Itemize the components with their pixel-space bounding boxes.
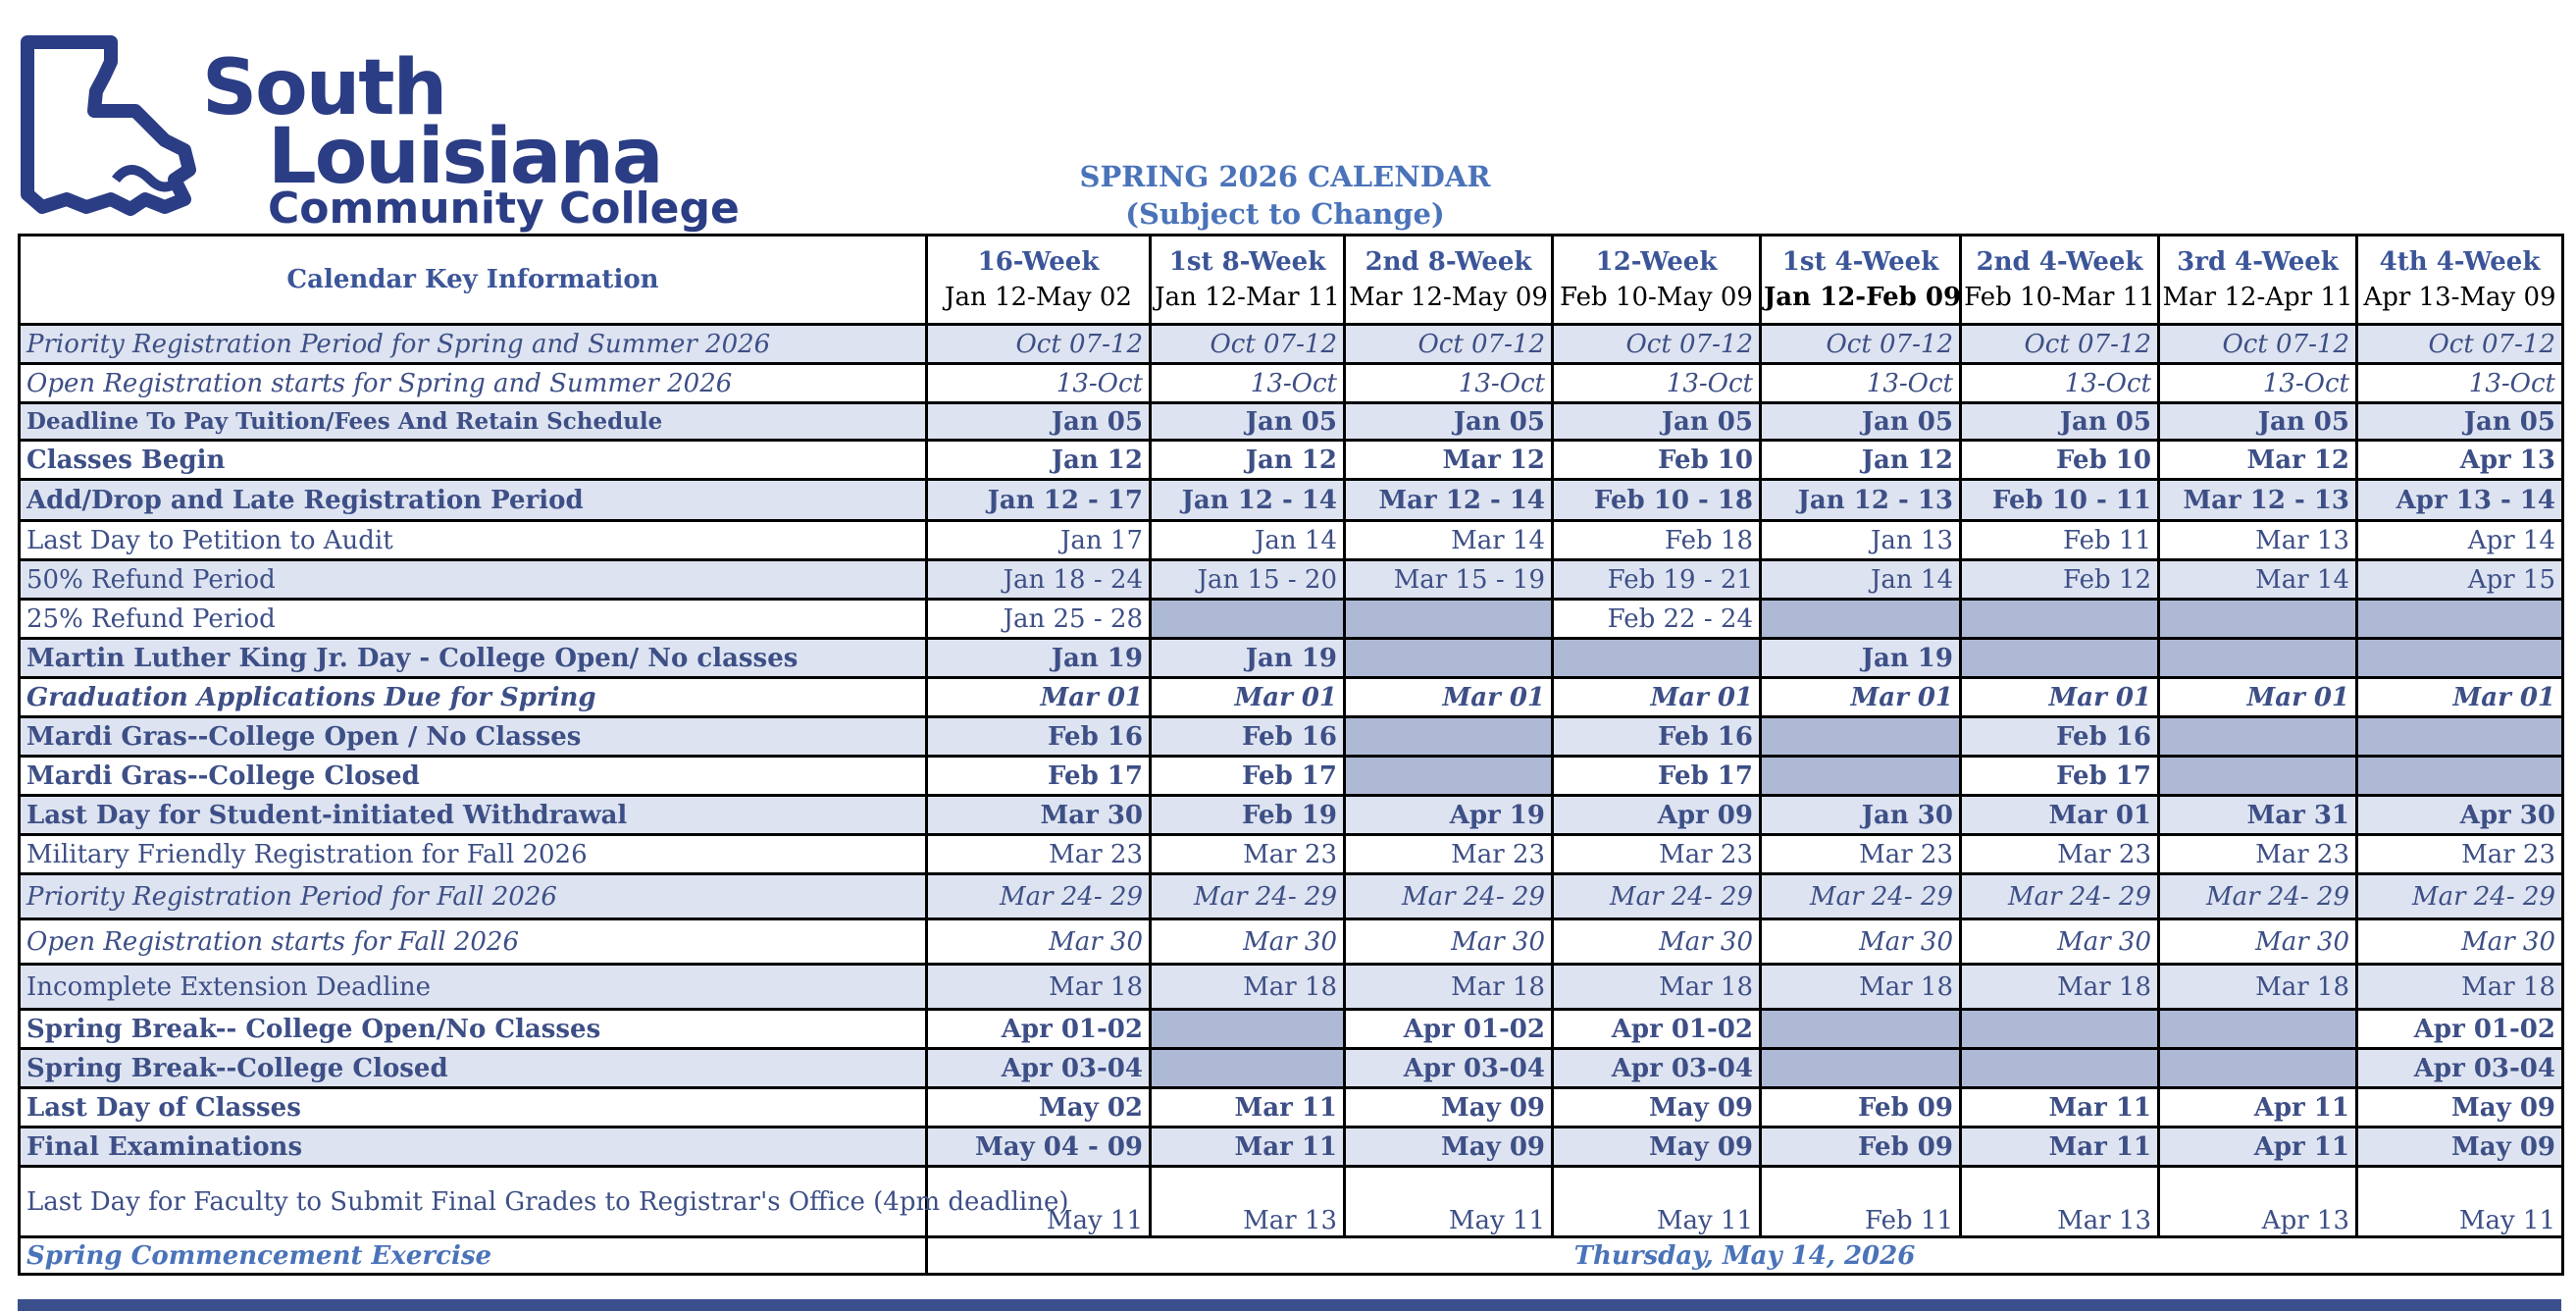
table-row xyxy=(20,919,2563,965)
table-row xyxy=(20,325,2563,364)
row-value: Apr 11 xyxy=(2159,1127,2357,1167)
row-value: Mar 23 xyxy=(1151,835,1345,874)
empty-cell xyxy=(1151,1010,1345,1049)
row-value: May 11 xyxy=(1345,1167,1553,1237)
row-value: Apr 15 xyxy=(2357,560,2563,600)
row-label: Add/Drop and Late Registration Period xyxy=(20,480,927,521)
row-label: Last Day to Petition to Audit xyxy=(20,521,927,560)
row-label: Last Day for Faculty to Submit Final Grades to Registrar's Office (4pm deadline) xyxy=(20,1167,927,1237)
row-value: Mar 18 xyxy=(1761,965,1961,1010)
row-value: Mar 01 xyxy=(1961,678,2159,717)
table-row xyxy=(20,1049,2563,1088)
row-value: Apr 19 xyxy=(1345,796,1553,835)
row-value: Oct 07-12 xyxy=(1151,325,1345,364)
row-value: Feb 10 - 18 xyxy=(1553,480,1761,521)
col-name: 2nd 4-Week xyxy=(1976,247,2143,277)
row-value: Feb 17 xyxy=(927,757,1151,796)
row-value: May 09 xyxy=(2357,1127,2563,1167)
row-value: 13-Oct xyxy=(1961,364,2159,403)
row-label: 25% Refund Period xyxy=(20,600,927,639)
col-header xyxy=(1151,236,1345,325)
row-value: Mar 18 xyxy=(1151,965,1345,1010)
row-value: Apr 03-04 xyxy=(1345,1049,1553,1088)
logo-line-3: Community College xyxy=(268,184,740,234)
row-value: Mar 01 xyxy=(927,678,1151,717)
row-value: Mar 23 xyxy=(1553,835,1761,874)
empty-cell xyxy=(2159,639,2357,678)
empty-cell xyxy=(1961,639,2159,678)
logo-line-1: South xyxy=(202,44,446,132)
row-label: Last Day of Classes xyxy=(20,1088,927,1127)
row-value: Feb 12 xyxy=(1961,560,2159,600)
col-dates: Jan 12-May 02 xyxy=(945,283,1132,312)
row-value: Feb 10 xyxy=(1961,441,2159,480)
row-value: Mar 23 xyxy=(1345,835,1553,874)
row-value: Oct 07-12 xyxy=(927,325,1151,364)
row-value: May 11 xyxy=(1553,1167,1761,1237)
col-name: 3rd 4-Week xyxy=(2177,247,2339,277)
row-value: Oct 07-12 xyxy=(2357,325,2563,364)
header-row xyxy=(20,236,2563,325)
row-value: Apr 03-04 xyxy=(927,1049,1151,1088)
row-value: Mar 11 xyxy=(1961,1088,2159,1127)
row-value: Mar 24- 29 xyxy=(1761,874,1961,919)
empty-cell xyxy=(1345,600,1553,639)
row-value: Jan 19 xyxy=(1151,639,1345,678)
empty-cell xyxy=(1961,1010,2159,1049)
key-header: Calendar Key Information xyxy=(20,236,927,325)
row-value: Apr 13 - 14 xyxy=(2357,480,2563,521)
row-value: Mar 30 xyxy=(2159,919,2357,965)
row-value: Mar 01 xyxy=(1761,678,1961,717)
empty-cell xyxy=(2357,600,2563,639)
row-value: Mar 18 xyxy=(2357,965,2563,1010)
row-label: Incomplete Extension Deadline xyxy=(20,965,927,1010)
row-value: Mar 01 xyxy=(2159,678,2357,717)
row-value: Mar 24- 29 xyxy=(927,874,1151,919)
commencement-date: Thursday, May 14, 2026 xyxy=(927,1237,2563,1275)
commencement-label: Spring Commencement Exercise xyxy=(20,1237,927,1275)
logo-line-2: Louisiana xyxy=(268,113,662,201)
row-value: Jan 12 - 13 xyxy=(1761,480,1961,521)
row-value: Apr 14 xyxy=(2357,521,2563,560)
row-value: Oct 07-12 xyxy=(1345,325,1553,364)
row-value: Mar 30 xyxy=(927,919,1151,965)
row-label: Priority Registration Period for Spring and Summer 2026 xyxy=(20,325,927,364)
col-header xyxy=(1553,236,1761,325)
row-value: Apr 13 xyxy=(2357,441,2563,480)
row-value: Mar 15 - 19 xyxy=(1345,560,1553,600)
calendar-table xyxy=(18,234,2564,1276)
row-value: Jan 05 xyxy=(2357,403,2563,441)
row-value: Jan 12 - 14 xyxy=(1151,480,1345,521)
row-label: Classes Begin xyxy=(20,441,927,480)
row-value: Jan 05 xyxy=(1151,403,1345,441)
empty-cell xyxy=(2357,717,2563,757)
row-label: Open Registration starts for Fall 2026 xyxy=(20,919,927,965)
row-label: Martin Luther King Jr. Day - College Open/ No classes xyxy=(20,639,927,678)
row-value: Mar 24- 29 xyxy=(2357,874,2563,919)
row-value: Feb 16 xyxy=(1151,717,1345,757)
row-value: 13-Oct xyxy=(2357,364,2563,403)
empty-cell xyxy=(1961,1049,2159,1088)
row-value: Mar 01 xyxy=(1553,678,1761,717)
table-row xyxy=(20,441,2563,480)
row-label: Mardi Gras--College Closed xyxy=(20,757,927,796)
col-dates: Mar 12-May 09 xyxy=(1349,283,1548,312)
row-value: Jan 13 xyxy=(1761,521,1961,560)
row-value: Mar 18 xyxy=(2159,965,2357,1010)
row-value: Jan 05 xyxy=(1761,403,1961,441)
row-value: Jan 17 xyxy=(927,521,1151,560)
empty-cell xyxy=(1345,639,1553,678)
row-value: Feb 16 xyxy=(1961,717,2159,757)
row-value: Oct 07-12 xyxy=(1961,325,2159,364)
row-value: Mar 30 xyxy=(1151,919,1345,965)
row-value: Mar 13 xyxy=(1151,1167,1345,1237)
row-value: Mar 23 xyxy=(2357,835,2563,874)
empty-cell xyxy=(1761,600,1961,639)
table-row xyxy=(20,965,2563,1010)
row-value: Apr 13 xyxy=(2159,1167,2357,1237)
louisiana-state-icon xyxy=(18,32,204,229)
row-value: May 11 xyxy=(927,1167,1151,1237)
row-label: Graduation Applications Due for Spring xyxy=(20,678,927,717)
row-value: Jan 19 xyxy=(927,639,1151,678)
col-name: 1st 8-Week xyxy=(1168,247,1326,277)
col-dates: Apr 13-May 09 xyxy=(2363,283,2556,312)
empty-cell xyxy=(1345,717,1553,757)
row-value: Jan 05 xyxy=(1553,403,1761,441)
row-value: Mar 30 xyxy=(1761,919,1961,965)
row-value: Mar 11 xyxy=(1151,1127,1345,1167)
row-value: Feb 19 - 21 xyxy=(1553,560,1761,600)
row-value: Mar 31 xyxy=(2159,796,2357,835)
col-dates: Feb 10-May 09 xyxy=(1560,283,1753,312)
row-value: May 09 xyxy=(2357,1088,2563,1127)
row-label: Military Friendly Registration for Fall 2026 xyxy=(20,835,927,874)
row-value: Mar 01 xyxy=(2357,678,2563,717)
calendar-subtitle: (Subject to Change) xyxy=(1125,197,1445,231)
row-value: Feb 17 xyxy=(1151,757,1345,796)
table-row xyxy=(20,835,2563,874)
table-row xyxy=(20,639,2563,678)
row-value: Jan 12 xyxy=(1151,441,1345,480)
table-row xyxy=(20,1127,2563,1167)
row-value: Jan 14 xyxy=(1761,560,1961,600)
table-row xyxy=(20,1010,2563,1049)
empty-cell xyxy=(1761,757,1961,796)
row-value: Mar 11 xyxy=(1961,1127,2159,1167)
row-value: Jan 18 - 24 xyxy=(927,560,1151,600)
row-value: Jan 12 xyxy=(927,441,1151,480)
row-value: May 11 xyxy=(2357,1167,2563,1237)
empty-cell xyxy=(1151,600,1345,639)
col-header xyxy=(2357,236,2563,325)
empty-cell xyxy=(1151,1049,1345,1088)
col-name: 2nd 8-Week xyxy=(1365,247,1532,277)
row-value: May 09 xyxy=(1553,1088,1761,1127)
col-name: 12-Week xyxy=(1595,247,1718,277)
row-value: Jan 25 - 28 xyxy=(927,600,1151,639)
row-value: Jan 15 - 20 xyxy=(1151,560,1345,600)
row-value: Mar 23 xyxy=(1761,835,1961,874)
row-value: Jan 19 xyxy=(1761,639,1961,678)
empty-cell xyxy=(1345,757,1553,796)
calendar-title: SPRING 2026 CALENDAR xyxy=(1079,160,1491,193)
empty-cell xyxy=(1761,1049,1961,1088)
row-value: Mar 24- 29 xyxy=(1151,874,1345,919)
row-value: Mar 24- 29 xyxy=(1345,874,1553,919)
row-value: Feb 11 xyxy=(1961,521,2159,560)
row-value: Mar 18 xyxy=(927,965,1151,1010)
row-label: 50% Refund Period xyxy=(20,560,927,600)
row-value: 13-Oct xyxy=(1553,364,1761,403)
row-value: Mar 12 xyxy=(2159,441,2357,480)
row-value: Jan 30 xyxy=(1761,796,1961,835)
row-value: 13-Oct xyxy=(1345,364,1553,403)
row-value: Jan 12 xyxy=(1761,441,1961,480)
row-value: May 09 xyxy=(1345,1127,1553,1167)
row-label: Deadline To Pay Tuition/Fees And Retain Schedule xyxy=(20,403,927,441)
row-value: Mar 11 xyxy=(1151,1088,1345,1127)
empty-cell xyxy=(2159,1010,2357,1049)
empty-cell xyxy=(2159,600,2357,639)
col-dates: Feb 10-Mar 11 xyxy=(1964,283,2155,312)
empty-cell xyxy=(1761,1010,1961,1049)
row-value: Apr 30 xyxy=(2357,796,2563,835)
row-value: Feb 10 - 11 xyxy=(1961,480,2159,521)
col-name: 16-Week xyxy=(977,247,1100,277)
row-value: Feb 16 xyxy=(927,717,1151,757)
row-value: Mar 23 xyxy=(2159,835,2357,874)
table-row xyxy=(20,364,2563,403)
row-value: Jan 14 xyxy=(1151,521,1345,560)
row-label: Spring Break-- College Open/No Classes xyxy=(20,1010,927,1049)
row-value: Mar 13 xyxy=(2159,521,2357,560)
row-value: Jan 12 - 17 xyxy=(927,480,1151,521)
table-row xyxy=(20,796,2563,835)
row-value: Feb 09 xyxy=(1761,1088,1961,1127)
empty-cell xyxy=(2357,757,2563,796)
col-header xyxy=(1761,236,1961,325)
row-value: Feb 10 xyxy=(1553,441,1761,480)
row-value: Mar 18 xyxy=(1345,965,1553,1010)
row-value: 13-Oct xyxy=(1151,364,1345,403)
row-value: May 09 xyxy=(1345,1088,1553,1127)
empty-cell xyxy=(1553,639,1761,678)
col-name: 4th 4-Week xyxy=(2379,247,2541,277)
row-value: Oct 07-12 xyxy=(1761,325,1961,364)
row-value: Apr 03-04 xyxy=(2357,1049,2563,1088)
col-name: 1st 4-Week xyxy=(1781,247,1939,277)
row-value: Apr 09 xyxy=(1553,796,1761,835)
col-dates: Jan 12-Mar 11 xyxy=(1155,283,1340,312)
row-value: Feb 18 xyxy=(1553,521,1761,560)
row-value: Jan 05 xyxy=(1345,403,1553,441)
row-value: 13-Oct xyxy=(927,364,1151,403)
row-value: Mar 12 - 13 xyxy=(2159,480,2357,521)
col-header xyxy=(1961,236,2159,325)
row-value: Feb 16 xyxy=(1553,717,1761,757)
col-dates: Mar 12-Apr 11 xyxy=(2162,283,2353,312)
empty-cell xyxy=(1761,717,1961,757)
table-row xyxy=(20,1167,2563,1237)
table-row xyxy=(20,757,2563,796)
row-value: Feb 22 - 24 xyxy=(1553,600,1761,639)
row-label: Spring Break--College Closed xyxy=(20,1049,927,1088)
row-label: Open Registration starts for Spring and Summer 2026 xyxy=(20,364,927,403)
row-value: Apr 01-02 xyxy=(2357,1010,2563,1049)
college-logo xyxy=(18,25,740,234)
row-value: Mar 24- 29 xyxy=(2159,874,2357,919)
row-label: Priority Registration Period for Fall 2026 xyxy=(20,874,927,919)
table-row xyxy=(20,717,2563,757)
row-value: May 02 xyxy=(927,1088,1151,1127)
empty-cell xyxy=(2357,639,2563,678)
row-value: Feb 19 xyxy=(1151,796,1345,835)
col-dates: Jan 12-Feb 09 xyxy=(1764,283,1962,312)
row-value: Mar 23 xyxy=(927,835,1151,874)
table-row xyxy=(20,521,2563,560)
row-value: Mar 12 - 14 xyxy=(1345,480,1553,521)
col-header xyxy=(2159,236,2357,325)
row-value: Jan 05 xyxy=(2159,403,2357,441)
row-value: Apr 01-02 xyxy=(1553,1010,1761,1049)
empty-cell xyxy=(2159,757,2357,796)
row-value: Jan 05 xyxy=(1961,403,2159,441)
row-value: Oct 07-12 xyxy=(1553,325,1761,364)
empty-cell xyxy=(1961,600,2159,639)
row-value: Mar 23 xyxy=(1961,835,2159,874)
row-value: Mar 14 xyxy=(2159,560,2357,600)
row-value: 13-Oct xyxy=(2159,364,2357,403)
row-value: Feb 17 xyxy=(1553,757,1761,796)
row-value: May 09 xyxy=(1553,1127,1761,1167)
row-value: Mar 01 xyxy=(1961,796,2159,835)
row-value: Mar 30 xyxy=(1961,919,2159,965)
empty-cell xyxy=(2159,1049,2357,1088)
empty-cell xyxy=(2159,717,2357,757)
table-row xyxy=(20,678,2563,717)
row-value: Oct 07-12 xyxy=(2159,325,2357,364)
row-value: Feb 17 xyxy=(1961,757,2159,796)
commencement-row xyxy=(20,1237,2563,1275)
row-value: Apr 01-02 xyxy=(927,1010,1151,1049)
row-value: Apr 11 xyxy=(2159,1088,2357,1127)
row-value: Mar 14 xyxy=(1345,521,1553,560)
table-row xyxy=(20,600,2563,639)
row-label: Mardi Gras--College Open / No Classes xyxy=(20,717,927,757)
row-value: Mar 01 xyxy=(1345,678,1553,717)
row-value: Mar 30 xyxy=(2357,919,2563,965)
row-value: Mar 01 xyxy=(1151,678,1345,717)
row-value: 13-Oct xyxy=(1761,364,1961,403)
row-value: Mar 24- 29 xyxy=(1961,874,2159,919)
row-value: Mar 18 xyxy=(1553,965,1761,1010)
row-value: Mar 12 xyxy=(1345,441,1553,480)
row-value: Apr 03-04 xyxy=(1553,1049,1761,1088)
row-label: Last Day for Student-initiated Withdrawal xyxy=(20,796,927,835)
row-value: Jan 05 xyxy=(927,403,1151,441)
col-header xyxy=(927,236,1151,325)
row-value: Mar 13 xyxy=(1961,1167,2159,1237)
table-row xyxy=(20,1088,2563,1127)
row-value: May 04 - 09 xyxy=(927,1127,1151,1167)
row-value: Feb 09 xyxy=(1761,1127,1961,1167)
row-value: Mar 18 xyxy=(1961,965,2159,1010)
table-row xyxy=(20,480,2563,521)
row-value: Apr 01-02 xyxy=(1345,1010,1553,1049)
col-header xyxy=(1345,236,1553,325)
row-value: Mar 24- 29 xyxy=(1553,874,1761,919)
row-value: Mar 30 xyxy=(1345,919,1553,965)
row-label: Final Examinations xyxy=(20,1127,927,1167)
footer-bar xyxy=(18,1299,2561,1311)
table-row xyxy=(20,874,2563,919)
row-value: Mar 30 xyxy=(927,796,1151,835)
table-row xyxy=(20,560,2563,600)
table-row xyxy=(20,403,2563,441)
row-value: Feb 11 xyxy=(1761,1167,1961,1237)
row-value: Mar 30 xyxy=(1553,919,1761,965)
